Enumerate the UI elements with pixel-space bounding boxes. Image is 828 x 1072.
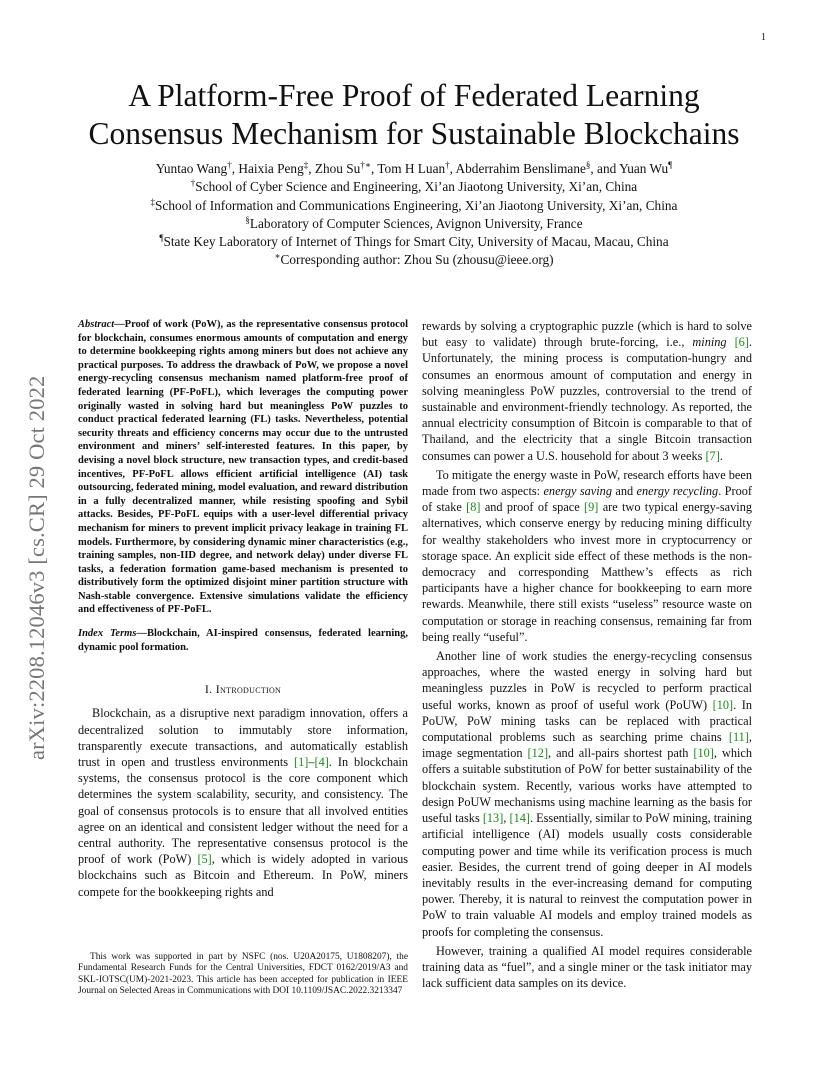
- section-heading: [78, 681, 408, 697]
- citation-link[interactable]: [6]: [734, 335, 749, 350]
- author-name: , Zhou Su: [308, 161, 361, 176]
- author-name: , Tom H Luan: [370, 161, 446, 176]
- author-name: , Haixia Peng: [231, 161, 304, 176]
- body-paragraph: [422, 467, 752, 645]
- text-run: . Essentially, similar to PoW mining, training artificial intelligence (AI) models usually costs considerable computing power and time while its verification process is much easier. Besides, the current trend of going deeper in AI models inevitably results in the ever-increasing demand for computing power. Thereby, it is natural to reinvest the computation power in PoW to train valuable AI models and employ trained models as proofs for completing the consensus.: [422, 811, 752, 939]
- title-line-2: Consensus Mechanism for Sustainable Blockchains: [88, 116, 740, 151]
- affiliation: [60, 178, 768, 196]
- text-run: , which offers a suitable substitution of PoW for better sustainability of the blockchain system. Recently, various works have attempted to design PoUW mechanisms using machine learning as the basis for useful tasks: [422, 746, 752, 826]
- citation-link[interactable]: [9]: [584, 500, 599, 515]
- corresponding-author: [60, 251, 768, 269]
- author-block: [60, 160, 768, 270]
- text-run: . Unfortunately, the mining process is computation-hungry and consumes an enormous amount of computation and energy in solving meaningless PoW puzzles, controversial to the trend of sustainable and environment-friendly technology. As reported, the annual electricity consumption of Bitcoin is comparable to that of Thailand, and the electricity that a single Bitcoin transaction consumes can power a U.S. household for about 3 weeks: [422, 335, 752, 463]
- citation-link[interactable]: [11]: [728, 730, 749, 745]
- author-name: Yuntao Wang: [155, 161, 228, 176]
- emphasis: energy saving: [543, 484, 612, 499]
- affil-mark: §: [585, 160, 591, 170]
- text-run: –: [308, 755, 315, 770]
- affiliation-text: School of Cyber Science and Engineering, Xi’an Jiaotong University, Xi’an, China: [195, 179, 638, 195]
- affiliation-text: Corresponding author: Zhou Su (zhousu@ieee.org): [280, 252, 554, 268]
- affiliation-text: State Key Laboratory of Internet of Things for Smart City, University of Macau, Macau, China: [163, 234, 669, 250]
- index-terms-text: —Blockchain, AI-inspired consensus, federated learning, dynamic pool formation.: [78, 628, 408, 653]
- section-name: Introduction: [215, 682, 282, 697]
- page-number: 1: [761, 32, 766, 43]
- affil-mark: §: [245, 214, 250, 225]
- text-run: . In blockchain systems, the consensus protocol is the core component which determines the system scalability, security, and consistency. The goal of consensus protocols is to ensure that all involved entities agree on an identical and consistent ledger without the need for a central authority. The representative consensus protocol is the proof of work (PoW): [78, 755, 408, 867]
- text-run: , image segmentation: [422, 730, 752, 761]
- footnote-text: This work was supported in part by NSFC (nos. U20A20175, U1808207), the Fundamental Research Funds for the Central Universities, FDCT 0162/2019/A3 and SKL-IOTSC(UM)-2021-2023. This article has been accepted for publication in IEEE Journal on Selected Areas in Communications with DOI 10.1109/JSAC.2022.3213347: [78, 952, 408, 997]
- abstract-text: —Proof of work (PoW), as the representative consensus protocol for blockchain, consumes enormous amounts of computation and energy to determine bookkeeping rights among miners but does not achieve any practical purposes. To address the drawback of PoW, we propose a novel energy-recycling consensus mechanism named platform-free proof of federated learning (PF-PoFL), which leverages the computing power originally wasted in solving hard but meaningless PoW puzzles to conduct practical federated learning (FL) tasks. Nevertheless, potential security threats and efficiency concerns may occur due to the untrusted environment and miners’ self-interested features. In this paper, by devising a novel block structure, new transaction types, and credit-based incentives, PF-PoFL allows efficient artificial intelligence (AI) task outsourcing, federated mining, model evaluation, and reward distribution in a fully decentralized manner, while resisting spoofing and Sybil attacks. Besides, PF-PoFL equips with a user-level differential privacy mechanism for miners to prevent implicit privacy leakage in training FL models. Furthermore, by considering dynamic miner characteristics (e.g., training samples, non-IID degree, and network delay) under diverse FL tasks, a federation formation game-based mechanism is presented to distributively form the optimized disjoint miner partition structure with Nash-stable convergence. Extensive simulations validate the efficiency and effectiveness of PF-PoFL.: [78, 319, 408, 616]
- text-run: ,: [503, 811, 510, 826]
- body-paragraph: [422, 648, 752, 940]
- emphasis: mining: [692, 335, 727, 350]
- text-run: , which is widely adopted in various blockchains such as Bitcoin and Ethereum. In PoW, miners compete for the bookkeeping rights and: [78, 852, 409, 899]
- affiliation: [60, 197, 768, 215]
- affil-mark: †: [227, 160, 232, 170]
- text-run: and: [611, 484, 637, 499]
- author-name: , and Yuan Wu: [590, 161, 669, 176]
- text-run: To mitigate the energy waste in PoW, research efforts have been made from two aspects:: [422, 467, 752, 499]
- author-name: , Abderrahim Benslimane: [449, 161, 586, 176]
- citation-link[interactable]: [5]: [197, 852, 212, 867]
- affiliation: [60, 233, 768, 251]
- paper-title: [60, 77, 768, 153]
- citation-link[interactable]: [10]: [693, 746, 714, 761]
- author-list: [60, 160, 768, 178]
- affil-mark: †∗: [360, 160, 371, 170]
- text-run: . Proof of stake: [422, 484, 752, 515]
- citation-link[interactable]: [4]: [314, 755, 329, 770]
- body-paragraph: [422, 943, 752, 992]
- citation-link[interactable]: [1]: [294, 755, 309, 770]
- index-terms: [78, 627, 408, 654]
- affil-mark: †: [445, 160, 450, 170]
- text-run: , and all-pairs shortest path: [548, 746, 694, 761]
- text-run: Blockchain, as a disruptive next paradigm innovation, offers a decentralized solution to immutably store information, transparently execute transactions, and automatically establish trust in open and trustless environments: [78, 706, 408, 770]
- body-paragraph: [422, 318, 752, 464]
- text-run: [727, 335, 735, 349]
- affil-mark: ‡: [150, 196, 156, 207]
- footnote: [78, 952, 408, 998]
- affiliation-text: Laboratory of Computer Sciences, Avignon University, France: [249, 215, 583, 231]
- citation-link[interactable]: [10]: [712, 697, 734, 712]
- index-terms-lead: Index Terms: [78, 628, 137, 640]
- affil-mark: ‡: [303, 160, 309, 170]
- affil-mark: ¶: [668, 160, 673, 170]
- affiliation: [60, 215, 768, 233]
- citation-link[interactable]: [8]: [466, 500, 481, 515]
- affiliation-text: School of Information and Communications Engineering, Xi’an Jiaotong University, Xi’an, China: [155, 197, 678, 213]
- text-run: are two typical energy-saving alternatives, which conserve energy by reducing mining difficulty for wealthy stakeholders who invest more in cryptocurrency or storage space. An explicit side effect of these methods is the non-democracy and corresponding Matthew’s effects as rich participants have a higher chance for bookkeeping to earn more rewards. Meanwhile, there still exists “useless” resource waste on computation or storage in reaching consensus, remaining far from being really “useful”.: [422, 500, 752, 644]
- citation-link[interactable]: [14]: [509, 811, 530, 826]
- right-column: [422, 318, 752, 991]
- text-run: and proof of space: [480, 500, 585, 515]
- left-column: [78, 318, 408, 900]
- text-run: Another line of work studies the energy-recycling consensus approaches, where the wasted energy in solving hard but meaningless puzzles in PoW is recycled to perform practical useful works, known as proof of useful work (PoUW): [422, 649, 752, 712]
- text-run: rewards by solving a cryptographic puzzle (which is hard to solve but easy to validate) through brute-forcing, i.e.,: [422, 319, 752, 350]
- title-line-1: A Platform-Free Proof of Federated Learning: [128, 78, 700, 113]
- citation-link[interactable]: [7]: [705, 448, 720, 463]
- intro-paragraph: [78, 705, 408, 899]
- emphasis: energy recycling: [636, 484, 719, 499]
- affil-mark: †: [190, 178, 196, 189]
- text-run: However, training a qualified AI model requires considerable training data as “fuel”, and a single miner or the task initiator may lack sufficient data samples on its device.: [422, 943, 752, 991]
- citation-link[interactable]: [13]: [482, 811, 504, 826]
- affil-mark: ∗: [274, 251, 281, 262]
- text-run: . In PoUW, PoW mining tasks can be replaced with practical computational problems such as searching prime chains: [422, 697, 752, 745]
- abstract: [78, 318, 408, 617]
- citation-link[interactable]: [12]: [527, 746, 549, 761]
- abstract-lead: Abstract: [78, 319, 115, 330]
- section-number: I.: [204, 682, 216, 697]
- text-run: .: [719, 448, 723, 463]
- affil-mark: ¶: [159, 233, 164, 244]
- arxiv-stamp: arXiv:2208.12046v3 [cs.CR] 29 Oct 2022: [24, 375, 49, 760]
